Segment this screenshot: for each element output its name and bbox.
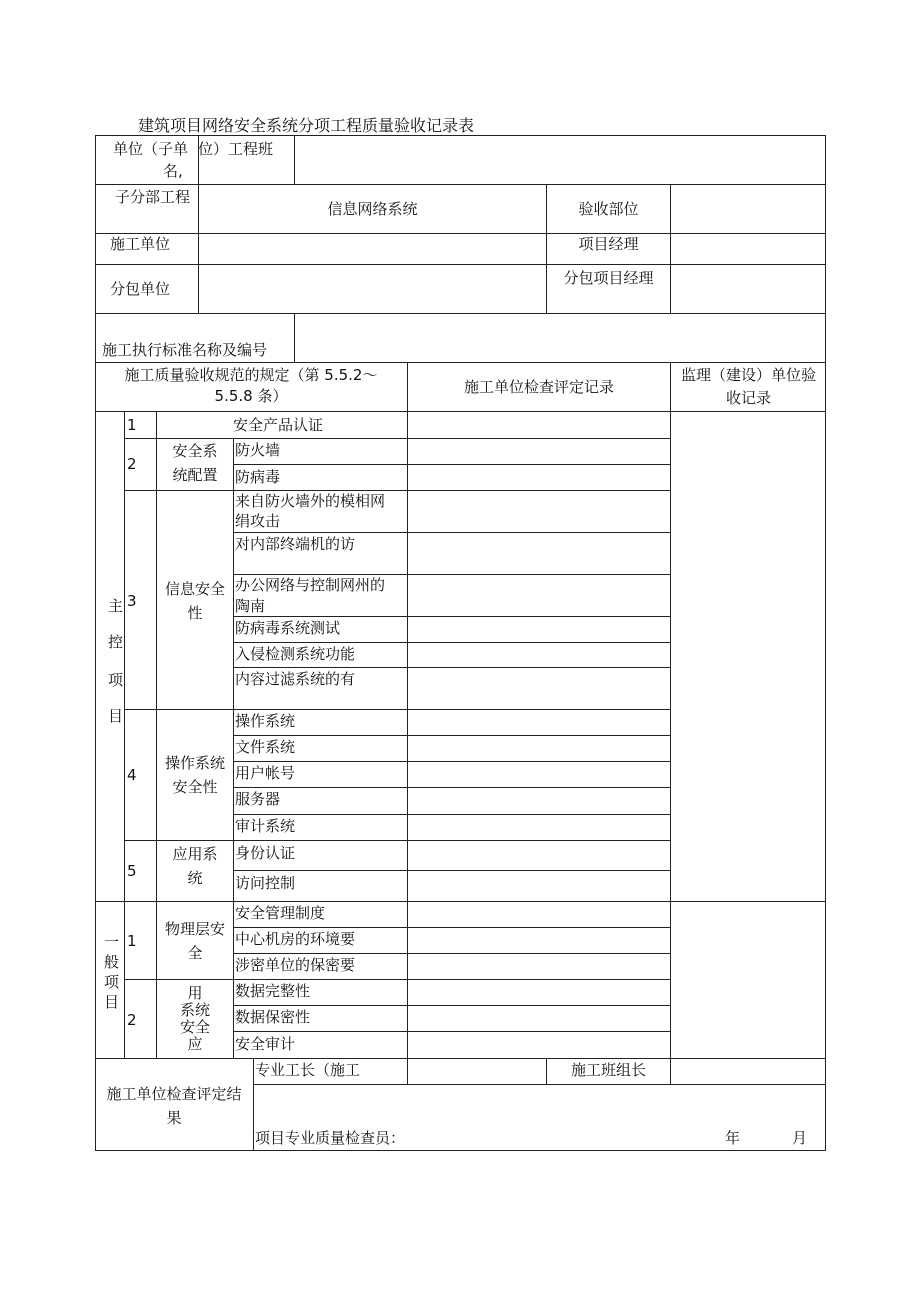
main-subitem-label: 陶南: [235, 597, 266, 615]
main-group-label: 统配置: [172, 466, 218, 484]
main-item-label: 安全产品认证: [233, 416, 324, 434]
team-leader-label: 施工班组长: [570, 1061, 646, 1079]
subcontract-pm-label: 分包项目经理: [563, 269, 654, 287]
main-group-label: 应用系: [172, 845, 218, 863]
general-label-char: 一: [104, 933, 120, 951]
main-label-char: 主: [108, 597, 124, 615]
main-subitem-label: 入侵检测系统功能: [235, 645, 356, 663]
acceptance-part-label: 验收部位: [578, 200, 639, 218]
general-subitem-label: 涉密单位的保密要: [235, 956, 356, 974]
general-subitem-label: 中心机房的环境要: [235, 930, 356, 948]
main-subitem-label: 防病毒: [235, 468, 281, 486]
general-subitem-label: 安全审计: [235, 1035, 296, 1053]
general-subitem-label: 数据完整性: [235, 982, 311, 1000]
main-subitem-label: 操作系统: [235, 712, 296, 730]
unit-name-label-b: 位）工程班: [198, 140, 274, 158]
supervision-header-a: 监理（建设）单位验: [680, 366, 816, 384]
main-subitem-label: 防病毒系统测试: [235, 619, 341, 637]
sub-division-value: 信息网络系统: [327, 200, 418, 218]
main-label-char: 控: [108, 633, 124, 651]
main-label-char: 项: [108, 671, 124, 689]
month-label: 月: [792, 1129, 808, 1147]
inspector-label: 项目专业质量检查员：: [255, 1129, 406, 1147]
subcontract-pm-field[interactable]: [671, 265, 825, 312]
main-subitem-label: 办公网络与控制网州的: [235, 576, 386, 594]
construction-unit-field[interactable]: [199, 234, 546, 263]
subcontract-unit-label: 分包单位: [110, 280, 171, 298]
standard-field[interactable]: [295, 314, 825, 361]
main-subitem-label: 服务器: [235, 790, 281, 808]
main-item-number: 1: [127, 416, 137, 434]
check-record-header: 施工单位检查评定记录: [463, 378, 614, 396]
result-field[interactable]: [254, 1085, 825, 1125]
subcontract-unit-field[interactable]: [199, 265, 546, 312]
unit-name-label-a: 单位（子单: [113, 140, 189, 158]
main-group-label: 操作系统: [164, 754, 225, 772]
year-label: 年: [725, 1129, 741, 1147]
standard-label: 施工执行标准名称及编号: [102, 341, 268, 359]
form-title: 建筑项目网络安全系统分项工程质量验收记录表: [138, 116, 475, 135]
main-subitem-label: 审计系统: [235, 817, 296, 835]
foreman-field[interactable]: [408, 1059, 546, 1084]
general-group-label: 安全: [179, 1018, 210, 1036]
main-item-number: 5: [127, 862, 137, 880]
main-subitem-label: 防火墙: [235, 441, 281, 459]
spec-header-b: 5.5.8 条）: [214, 387, 288, 405]
acceptance-part-field[interactable]: [671, 185, 825, 232]
general-item-number: 1: [127, 932, 137, 950]
sub-division-label: 子分部工程: [115, 188, 191, 206]
general-subitem-label: 安全管理制度: [235, 904, 326, 922]
main-group-label: 统: [187, 869, 203, 887]
main-subitem-label: 访问控制: [235, 874, 296, 892]
general-label-char: 般: [104, 953, 120, 971]
main-subitem-label: 文件系统: [235, 738, 296, 756]
project-manager-label: 项目经理: [578, 235, 639, 253]
project-manager-field[interactable]: [671, 234, 825, 263]
result-label-a: 施工单位检查评定结: [106, 1085, 242, 1103]
main-subitem-label: 绢攻击: [235, 512, 281, 530]
general-group-label: 系统: [179, 1001, 210, 1019]
main-group-label: 信息安全: [164, 580, 225, 598]
main-group-label: 安全性: [172, 778, 218, 796]
construction-unit-label: 施工单位: [110, 235, 171, 253]
team-leader-field[interactable]: [671, 1059, 825, 1084]
unit-name-label-c: 名,: [163, 162, 183, 180]
main-subitem-label: 内容过滤系统的有: [235, 670, 356, 688]
main-group-label: 安全系: [172, 442, 218, 460]
main-subitem-label: 来自防火墙外的模相网: [235, 492, 386, 510]
general-label-char: 项: [104, 973, 120, 991]
result-label-b: 果: [166, 1109, 182, 1127]
general-item-number: 2: [127, 1011, 137, 1029]
general-group-label: 物理层安: [164, 920, 225, 938]
general-group-label: 全: [187, 944, 203, 962]
main-subitem-label: 对内部终端机的访: [235, 535, 356, 553]
spec-header-a: 施工质量验收规范的规定（第 5.5.2～: [124, 366, 378, 384]
main-item-number: 2: [127, 455, 137, 473]
main-group-label: 性: [187, 604, 203, 622]
main-item-number: 4: [127, 766, 137, 784]
main-subitem-label: 用户帐号: [235, 764, 296, 782]
main-subitem-label: 身份认证: [235, 844, 296, 862]
main-item-number: 3: [127, 592, 137, 610]
supervision-header-b: 收记录: [725, 389, 771, 407]
foreman-label: 专业工长（施工: [255, 1061, 361, 1079]
acceptance-record-form: [95, 135, 826, 1152]
unit-name-value-field[interactable]: [295, 136, 825, 183]
general-label-char: 目: [104, 993, 120, 1011]
general-group-label: 用: [187, 984, 203, 1002]
main-label-char: 目: [108, 707, 124, 725]
general-group-label: 应: [187, 1035, 203, 1053]
general-subitem-label: 数据保密性: [235, 1008, 311, 1026]
